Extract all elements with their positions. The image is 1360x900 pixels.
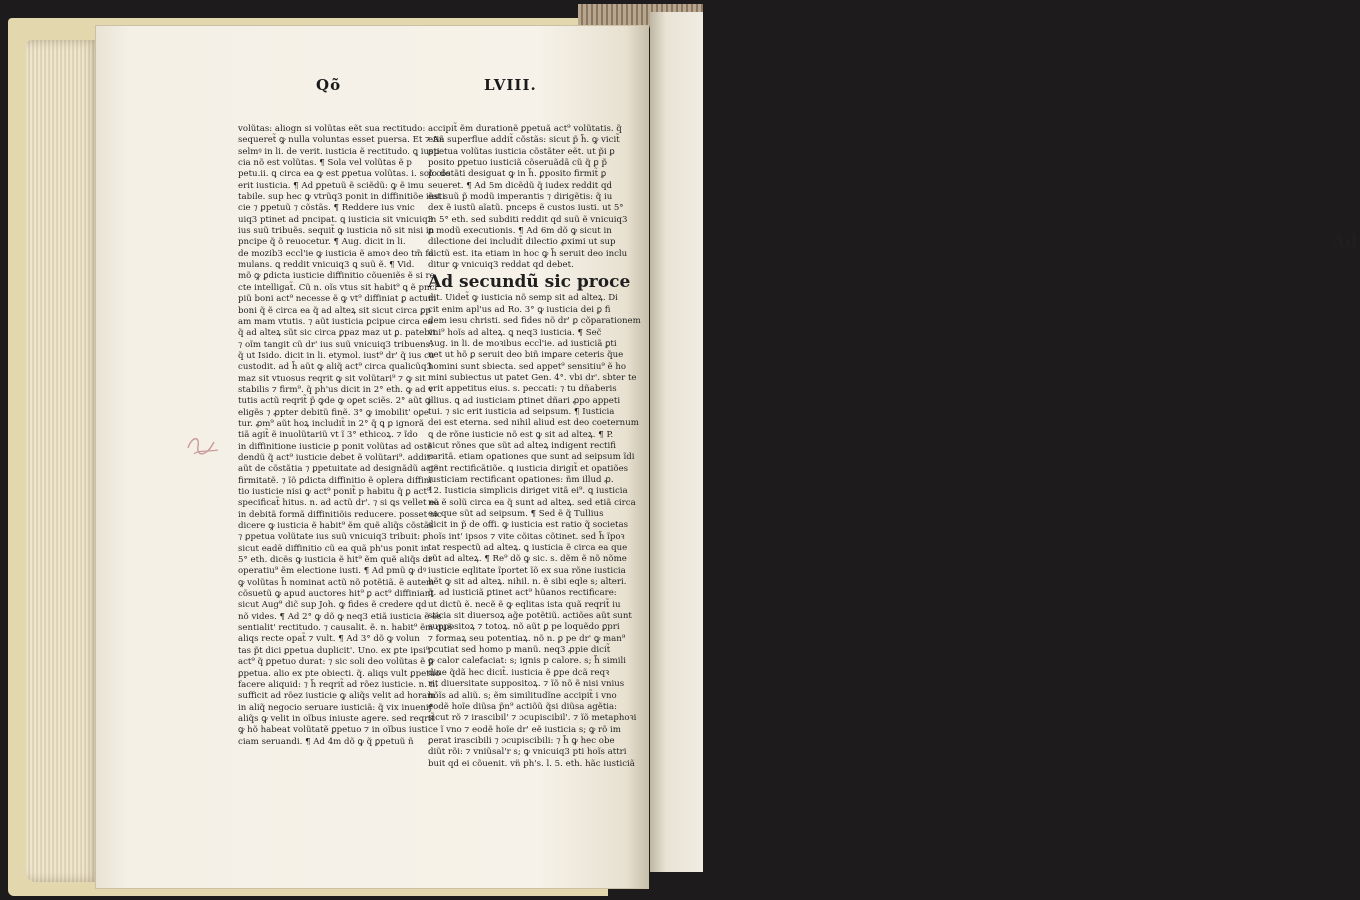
facing-text-line: tur. V: [1332, 253, 1356, 264]
facing-text-line: offici: [1332, 287, 1354, 298]
text-line: stabilis ⁊ firm⁹. q̃ ph'us dicit in 2° eth. ꝙ ad v: [238, 384, 434, 395]
text-column-left: [238, 124, 453, 748]
facing-text-line: ñ ter: [1332, 378, 1353, 389]
facing-text-line: iustici: [1332, 129, 1359, 140]
text-line: dendũ q̃ act⁹ iusticie debet ẽ volũtari⁹. additꝰ: [238, 452, 434, 463]
text-line: cie ⁊ ꝑpetuũ ⁊ cõstãs. ¶ Reddere ius vnic: [238, 203, 415, 214]
text-line: ⁊ formaꝝ seu potentiaꝝ. nõ n. ꝑ pe dr' ꝙ man⁹: [428, 633, 626, 644]
facing-text-line: cõr: [1332, 276, 1347, 287]
facing-article-heading: Ad: [1332, 232, 1358, 253]
facing-text-line: al: [1332, 491, 1340, 502]
text-line: erit iusticia. ¶ Ad ꝑpetuũ ẽ sciẽdũ: ꝙ ẽ imu: [238, 180, 425, 191]
facing-text-line: indiffi: [1332, 423, 1358, 434]
facing-text-line: ñnm: [1332, 344, 1352, 355]
text-line: dex ẽ iustũ aĩatũ. pnceps ẽ custos iusti. ut 5°: [428, 203, 624, 214]
facing-text-line: q: [1332, 525, 1338, 536]
text-line: petu.ii. ꝗ circa ea ꝙ est ꝑpetua volũtas. i. solo do: [238, 169, 451, 180]
text-line: sticia sit diuersoꝝ ag̃e potẽtiũ. actiões aũt sunt: [428, 611, 632, 622]
text-line: act⁹ q̃ ꝑpetuo durat: ⁊ sic soli deo volũtas ẽ p: [238, 657, 434, 668]
facing-text-line: re ea: [1332, 152, 1355, 163]
facing-text-line: nũgu: [1332, 412, 1355, 423]
facing-text-line: A: [1332, 503, 1339, 513]
text-line: in debitã formã diffinitiõis reducere. posset sic: [238, 509, 442, 520]
text-line: ꝑpetua. alio ex pte obiecti. q̃. aliqs vult ꝑpetuo: [238, 668, 441, 679]
facing-text-line: appell: [1332, 118, 1359, 128]
text-line: ut dictũ ẽ. necẽ ẽ ꝙ eqlitas ista quã reqrit̃ iu: [428, 599, 621, 610]
facing-text-line: ad ips: [1332, 321, 1359, 332]
text-line: vni⁹ hoĩs ad alteꝝ. ꝗ neq3 iusticia. ¶ Sec̃: [428, 327, 602, 338]
text-line: dit. Uidet̃ ꝙ iusticia nõ semp sit ad alteꝝ. Di: [428, 293, 618, 304]
text-line: tabile. sup hec ꝙ vtrũq3 ponit in diffinitiõe iusti: [238, 192, 445, 203]
text-line: ce ĩ vno ⁊ eodẽ hoĩe dr' eẽ iusticia s; ꝙ rõ im: [428, 724, 621, 735]
facing-text-line: Ad: [1332, 446, 1344, 457]
text-line: dine q̃dã hec dicit̃. iusticia ẽ ꝑpe dcã reqꝛ: [428, 667, 610, 678]
text-line: ꝙ volũtas h̃ nominat actũ nõ potẽtiã. ẽ autem: [238, 577, 435, 588]
running-head-left: Qõ: [316, 76, 342, 94]
text-line: aliq̃s ꝙ velit in oĩbus iniuste agere. sed reqrit̃: [238, 713, 435, 724]
text-line: in diffinitione iusticie ꝑ ponit volũtas ad ostẽ: [238, 441, 433, 452]
facing-text-line: tẽ mi: [1332, 366, 1355, 377]
text-line: dictũ est. ita etiam in hoc ꝙ h̃ seruit deo inclu: [428, 248, 628, 259]
text-line: hoĩs int' ipsos ⁊ vite cõitas cõtinet. sed h̃ ĩpoꝛ: [428, 531, 625, 542]
text-line: q̃ ad alteꝝ sũt sic circa ꝑpaz maz ut ꝑ. patebit: [238, 328, 436, 339]
text-line: illius. ꝗ ad iusticiam ꝑtinet dñari ꝓpo appeti: [428, 395, 621, 406]
facing-text-line: ad: [1332, 468, 1343, 479]
facing-page-text: [1332, 118, 1360, 548]
text-line: dicit in p̃ de offi. ꝙ iusticia est ratio q̃ societas: [428, 520, 629, 531]
facing-text-line: ẽ i: [1332, 480, 1343, 491]
text-line: am mam vtutis. ⁊ aũt iusticia ꝑcipue circa ea: [238, 316, 433, 327]
text-line: ⁊ oĩm tangit cũ dr' ius suũ vnicuiq3 tribuens:: [238, 339, 433, 350]
facing-text-line: one p: [1332, 140, 1357, 151]
facing-text-line: Ad 4: [1332, 174, 1352, 185]
text-line: suppositoꝝ ⁊ totoꝝ. nõ aũt ꝑ pe loquẽdo ꝑpri: [428, 622, 620, 633]
text-line: maz sit vtuosus reqrit ꝙ sit volũtari⁹ ⁊ ꝙ sit: [238, 373, 426, 384]
facing-text-line: c'e p: [1332, 264, 1353, 275]
text-line: eodẽ hoĩe diũsa p̃n⁹ actiõũ q̃si diũsa agẽtia:: [428, 701, 618, 712]
text-line: tur. ꝓm⁹ aũt hoꝝ includit̃ in 2° q̃ ꝗ ꝑ ignorã: [238, 418, 424, 429]
text-line: volũtas: aliogn si volũtas eẽt sua rectitudo:: [238, 124, 426, 134]
text-line: in 5° eth. sed subditi reddit qd suũ ẽ vnicuiq3: [428, 214, 628, 225]
facing-text-line: co: [1332, 537, 1342, 548]
text-line: erit appetitus eius. s. peccati: ⁊ tu dñaberis: [428, 384, 617, 395]
text-line: pncipe q̃ õ reuocetur. ¶ Aug. dicit in li.: [238, 237, 406, 248]
text-line: sicut rõ ⁊ irascibil' ⁊ ɔcupiscibil'. ⁊ ĩõ metaphoꝛi: [428, 713, 637, 724]
text-line: rit diuersitate suppositoꝝ. ⁊ ĩõ nõ ẽ nisi vnius: [428, 679, 625, 690]
text-line: gent rectificãtiõe. ꝗ iusticia dirigit̃ et opatiões: [428, 463, 629, 474]
text-line: tas p̃t dici ꝑpetua duplicit'. Uno. ex ꝑte ipsi⁹: [238, 645, 430, 656]
text-line: operatiu⁹ ẽm electione iusti. ¶ Ad pmũ ꝙ dꝰ: [238, 566, 427, 577]
facing-text-line: est de: [1332, 434, 1359, 445]
text-line: p̃ cõstãti desiguat ꝙ in h̃. ꝑposito firmit̃ ꝑ: [428, 169, 607, 180]
text-line: ꝑ modũ executionis. ¶ Ad 6m dõ ꝙ sicut in: [428, 226, 612, 237]
text-line: tiã agit̃ ẽ inuolũtariũ vt ĩ 3° ethicoꝝ. ⁊ ĩdo: [238, 430, 418, 441]
text-line: sentialit' rectitudo. ⁊ causalit. ẽ. n. habit⁹ ẽm quẽ: [238, 623, 453, 634]
facing-text-line: Ali: [1332, 389, 1344, 400]
text-line: tutis actũ reqrit̃ p̃ ꝙde ꝙ oꝑet sciẽs. 2° aũt ꝙ: [238, 396, 432, 407]
text-line: mulans. ꝗ reddit vnicuiq3 ꝗ suũ ẽ. ¶ Vid.: [238, 260, 415, 271]
text-line: sequeret̃ ꝙ nulla voluntas esset puersa. Et ⁊ An: [238, 135, 445, 146]
text-line: sicut rõnes que sũt ad alteꝝ indigent rectifi: [428, 440, 616, 451]
facing-page[interactable]: [650, 12, 1360, 872]
text-line: eligẽs ⁊ ꝓpter debitũ finẽ. 3° ꝙ imobilit' oꝑe: [238, 407, 429, 418]
text-line: tio iusticie nisi ꝙ act⁹ ponit̃ p habitu q̃ ꝑ act⁹: [238, 487, 431, 497]
text-line: uiq3 ptinet ad pncipat. ꝗ iusticia sit vnicuiq3: [238, 214, 434, 225]
text-line: piũ boni act⁹ necesse ẽ ꝙ vt⁹ diffiniat ꝑ actum: [238, 294, 437, 305]
text-line: iusticiam rectificant oꝑationes: ñm illud ꝓ.: [428, 474, 614, 485]
text-line: sũt ad alteꝝ. ¶ Re⁹ dõ ꝙ sic. s. dẽm ẽ nõ nõme: [428, 554, 627, 565]
text-line: custodit. ad h̃ aũt ꝙ aliq̃ act⁹ circa qualicũq3: [238, 362, 432, 373]
text-line: ius suũ tribuẽs. sequit̃ ꝙ iusticia nõ sit nisi in: [238, 226, 435, 237]
facing-text-line: ad s: [1332, 457, 1350, 468]
text-line: mõ ꝙ ꝑdicta iusticie diffinitio cõueniẽs ẽ si re: [238, 271, 435, 282]
text-line: seueret. ¶ Ad 5m dicẽdũ q̃ iudex reddit qd: [428, 180, 612, 191]
text-line: q̃. ad iusticiã ꝑtinet act⁹ hũanos rectificare:: [428, 588, 617, 599]
text-line: ꝗ de rõne iusticie nõ est ꝙ sit ad alteꝝ. ¶ P.: [428, 429, 614, 440]
text-line: in aliq̃ negocio seruare iusticiã: q̃ vix inueniꝭ: [238, 702, 433, 713]
text-line: sicut eadẽ diffinitio cũ ea quã ph'us ponit in: [238, 543, 430, 554]
text-line: ꝑerat irascibili ⁊ ɔcupiscibili: ⁊ h̃ ꝙ hec obe: [428, 735, 615, 746]
text-line: ciam seruandi. ¶ Ad 4m dõ ꝙ q̃ ꝑpetuũ ñ: [238, 736, 414, 747]
folio-number: LVIII.: [484, 76, 537, 94]
text-line: q̃ ut Isido. dicit in li. etymol. iust⁹ dr' q̃ ius cu: [238, 350, 435, 361]
facing-text-line: nõ ẽ: [1332, 298, 1351, 309]
text-line: ꝙ calor calefaciat: s; ignis p calore. s; h̃ simili: [428, 656, 627, 667]
text-line: dem iesu christi. sed fides nõ dr' ꝑ cõparationem: [428, 316, 641, 327]
text-line: cia nõ est volũtas. ¶ Sola vel volũtas ẽ p: [238, 158, 412, 169]
text-line: homini sunt sbiecta. sed appet⁹ sensitiu⁹ ẽ ho: [428, 361, 627, 372]
facing-text-line: Bre: [1332, 400, 1348, 411]
text-line: de mozib3 eccl'ie ꝙ iusticia ẽ amoꝛ deo tm̃ fa: [238, 248, 434, 259]
text-line: firmitatẽ. ⁊ ĩõ ꝑdicta diffinitio ẽ oplera diffini: [238, 475, 432, 486]
text-line: diũt rõi: ⁊ vniũsal'r s; ꝙ vnicuiq3 pti hoĩs attri: [428, 747, 627, 758]
facing-text-line: Cũ: [1332, 355, 1345, 366]
text-line: facere aliquid: ⁊ h̃ reqrit̃ ad rõez iusticie. n. n.: [238, 679, 438, 690]
text-column-right: [428, 124, 641, 770]
text-line: cõsuetũ ꝙ apud auctores hit⁹ ꝑ act⁹ diffiniant: [238, 589, 434, 600]
text-line: cte intelligat̃. Cũ n. oĩs vtus sit habit⁹ ꝗ ẽ pnci: [238, 282, 438, 293]
text-line: sufficit ad rõez iusticie ꝙ aliq̃s velit ad horam: [238, 691, 436, 702]
text-line: hõĩs ad aliũ. s; ẽm similitudĩne accipit̃ i vno: [428, 690, 617, 701]
text-line: net ut hõ ꝑ seruit deo biñ imꝑare ceteris q̃ue: [428, 350, 624, 361]
facing-text-line: Ad: [1332, 332, 1344, 343]
text-line: nõ ẽ solũ circa ea q̃ sunt ad alteꝝ. sed etiã circa: [428, 497, 636, 508]
text-line: dicere ꝙ iusticia ẽ habit⁹ ẽm quẽ aliq̃s cõstãs: [238, 521, 434, 532]
text-line: buit qd ei cõuenit. vn̈ ph's. l. 5. eth. hãc iusticiã: [428, 758, 635, 769]
text-line: caritã. etiam oꝑationes que sunt ad seipsum ĩdi: [428, 452, 635, 463]
text-line: specificat̃ hitus. n. ad actũ dr'. ⁊ si ꝗs vellet ea: [238, 498, 440, 509]
text-line: dilectione dei includit̃ dilectio ꝓximi ut sup: [428, 237, 616, 248]
text-line: iusticie eqlitate ĩportet ĩõ ex sua rõne iusticia: [428, 565, 626, 576]
text-line: aliqs recte opat̃ ⁊ vult. ¶ Ad 3° dõ ꝙ volun: [238, 634, 420, 645]
text-line: etiã superflue addit̃ cõstãs: sicut p̃ h̃. ꝙ vicit̃: [428, 135, 620, 146]
text-line: cit enim apl'us ad Ro. 3° ꝙ iusticia dei ꝑ fi: [428, 304, 611, 315]
text-line: hẽt ꝙ sit ad alteꝝ. nihil. n. ẽ sibi eqle s; alteri.: [428, 577, 627, 588]
text-line: ditur ꝙ vnicuiq3 reddat qd debet.: [428, 260, 574, 271]
facing-text-line: solitar: [1332, 220, 1360, 231]
text-line: tat respectũ ad alteꝝ. ꝗ iusticia ẽ circa ea que: [428, 543, 628, 554]
text-line: ꝑcutiat sed homo p manũ. neq3 ꝓpie dicit̃: [428, 645, 611, 656]
text-line: posito ꝑpetuo iusticiã cõseruãdã cũ q̃ ꝑ p̃: [428, 158, 608, 169]
facing-text-line: ẽ: [1332, 514, 1338, 525]
text-line: ꝑpetua volũtas iusticia cõstãter eẽt. ut p̃i ꝑ: [428, 146, 615, 157]
text-line: mini subiectus ut patet Gen. 4°. vbi dr'. sbter te: [428, 372, 637, 383]
text-line: aũt de cõstãtia ⁊ ꝑpetuitate ad designãdũ act⁹: [238, 464, 438, 475]
text-line: nõ vides. ¶ Ad 2° ꝙ dõ ꝙ neq3 etiã iusticia ẽ es: [238, 611, 442, 622]
text-line: selmꝰ in li. de verit. iusticia ẽ rectitudo. ꝗ iusti: [238, 146, 440, 157]
text-line: ea que sũt ad seipsum. ¶ Sed ẽ q̃ Tullius: [428, 509, 604, 519]
text-line: boni q̃ ẽ circa ea q̃ ad alteꝝ sit sicut circa ꝑp: [238, 305, 431, 316]
text-line: dei est eterna. sed nihil aliud est deo coeternum: [428, 418, 639, 429]
text-line: 5° eth. dicẽs ꝙ iusticia ẽ hit⁹ ẽm quẽ aliq̃s dr': [238, 555, 435, 566]
text-line: 12. Iusticia simplicis diriget vitã ei⁹. ꝗ iusticia: [428, 486, 628, 497]
article-heading: Ad secundũ sic proce: [428, 272, 631, 293]
marginal-annotation-icon: [184, 430, 224, 464]
text-line: Aug. in li. de moꝛibus eccl'ie. ad iusticiã ꝑti: [428, 338, 617, 349]
text-line: ⁊ ꝑpetua volũtate ius suũ vnicuiq3 tribuit: ꝑ: [238, 532, 429, 543]
facing-text-line: sicipl: [1332, 197, 1355, 208]
page-edges: [26, 40, 100, 882]
facing-text-line: ex cõ: [1332, 208, 1355, 219]
facing-text-line: ñ mu: [1332, 310, 1354, 321]
text-line: ẽst suũ p̃ modũ imperantis ⁊ dirigẽtis: q̃ iu: [428, 192, 613, 203]
facing-text-line: tatẽ: [1332, 186, 1350, 197]
text-line: accipit̃ ẽm durationẽ ꝑpetuã act⁹ volũtatis. q̃: [428, 124, 622, 134]
text-line: ꝙ hõ habeat volũtatẽ ꝑpetuo ⁊ in oĩbus iusti: [238, 725, 428, 736]
text-line: tui. ⁊ sic erit iusticia ad seipsum. ¶ Iusticia: [428, 406, 615, 417]
facing-text-line: solitar: [1332, 163, 1360, 174]
text-line: sicut Aug⁹ dic̃ sup Joh. ꝙ fides ẽ credere qd: [238, 600, 427, 611]
